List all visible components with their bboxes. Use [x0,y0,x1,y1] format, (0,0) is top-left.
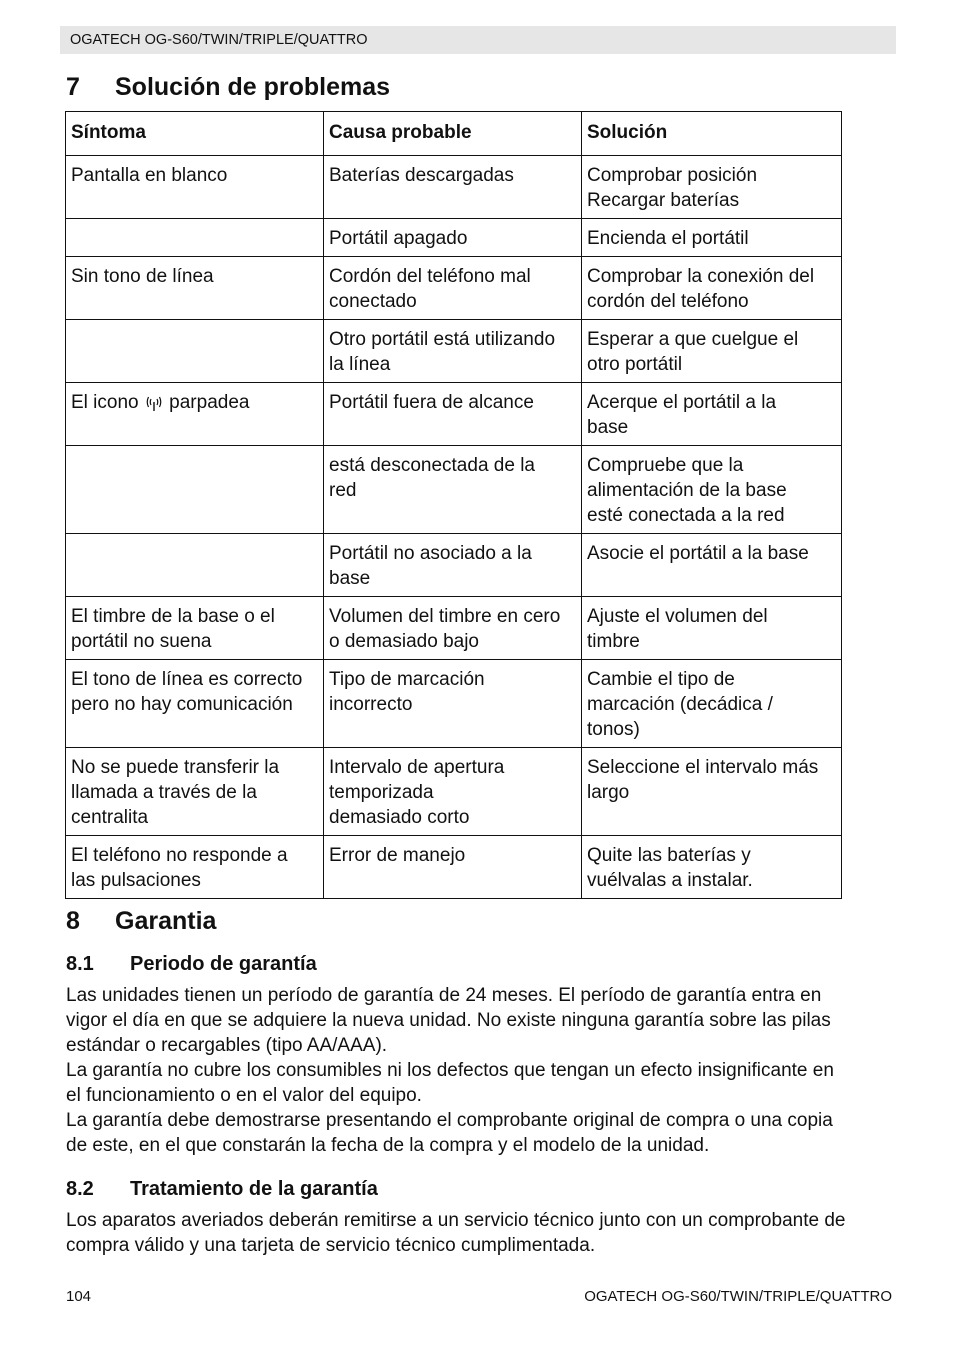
subsection-number: 8.1 [66,953,94,975]
cell-line: esté conectada a la red [587,505,785,526]
cell-causa [324,383,582,446]
table-row [66,446,842,534]
table-row [66,156,842,219]
cell-line: Baterías descargadas [329,165,514,186]
text-line: Las unidades tienen un período de garantía de 24 meses. El período de garantía entra en [66,985,822,1006]
section-8-heading [66,906,216,936]
cell-causa [324,156,582,219]
cell-sintoma [66,660,324,748]
cell-causa [324,257,582,320]
cell-line: marcación (decádica / [587,694,773,715]
cell-line: Comprobar posición [587,165,758,186]
table-row [66,660,842,748]
cell-line: Cambie el tipo de [587,669,735,690]
cell-causa [324,446,582,534]
cell-line: Seleccione el intervalo más [587,757,819,778]
section-title: Garantia [115,907,217,935]
cell-line: o demasiado bajo [329,631,479,652]
cell-line: Esperar a que cuelgue el [587,329,799,350]
section-8-1-heading [66,952,317,976]
cell-line: está desconectada de la [329,455,535,476]
cell-line: Comprobar la conexión del [587,266,815,287]
cell-line: red [329,480,357,501]
text-line: de este, en el que constarán la fecha de la compra y el modelo de la unidad. [66,1135,710,1156]
cell-line: demasiado corto [329,807,470,828]
cell-line: Portátil fuera de alcance [329,392,534,413]
cell-solucion [582,320,842,383]
subsection-title: Tratamiento de la garantía [130,1178,378,1200]
cell-line: la línea [329,354,391,375]
cell-causa [324,534,582,597]
cell-solucion [582,660,842,748]
cell-line: centralita [71,807,149,828]
cell-line: temporizada [329,782,434,803]
section-number: 8 [66,907,80,935]
cell-causa [324,836,582,899]
cell-sintoma [66,534,324,597]
cell-text-before-icon: El icono [71,392,139,413]
column-header-sintoma: Síntoma [66,112,324,156]
cell-line: Intervalo de apertura [329,757,505,778]
cell-solucion [582,748,842,836]
table-row [66,597,842,660]
cell-line: Recargar baterías [587,190,740,211]
cell-line: Compruebe que la [587,455,744,476]
cell-line: Volumen del timbre en cero [329,606,561,627]
cell-line: largo [587,782,630,803]
page-number: 104 [66,1288,92,1305]
cell-sintoma [66,383,324,446]
column-header-causa: Causa probable [324,112,582,156]
cell-sintoma [66,446,324,534]
text-line: compra válido y una tarjeta de servicio técnico cumplimentada. [66,1235,596,1256]
warranty-period-text [66,983,896,1158]
table-row [66,219,842,257]
cell-sintoma [66,156,324,219]
cell-line: El tono de línea es correcto [71,669,303,690]
troubleshooting-table [65,111,842,899]
table-row [66,257,842,320]
cell-line: Error de manejo [329,845,466,866]
warranty-treatment-text [66,1208,896,1258]
cell-causa [324,597,582,660]
cell-line: Acerque el portátil a la [587,392,777,413]
cell-line: Sin tono de línea [71,266,214,287]
cell-line: No se puede transferir la [71,757,280,778]
cell-line: base [587,417,629,438]
cell-causa [324,748,582,836]
cell-line: Otro portátil está utilizando [329,329,556,350]
cell-line: incorrecto [329,694,413,715]
cell-line: llamada a través de la [71,782,257,803]
running-header: OGATECH OG-S60/TWIN/TRIPLE/QUATTRO [60,26,896,54]
table-row [66,383,842,446]
cell-line: Portátil no asociado a la [329,543,532,564]
table-header-row [66,112,842,156]
cell-solucion [582,836,842,899]
cell-line: las pulsaciones [71,870,201,891]
text-line: La garantía debe demostrarse presentando el comprobante original de compra o una copia [66,1110,833,1131]
cell-line: conectado [329,291,417,312]
cell-text-after-icon: parpadea [169,392,250,413]
antenna-signal-icon [144,394,164,412]
text-line: el funcionamiento o en el valor del equipo. [66,1085,422,1106]
cell-line: portátil no suena [71,631,212,652]
cell-solucion [582,219,842,257]
subsection-title: Periodo de garantía [130,953,317,975]
cell-line: El teléfono no responde a [71,845,288,866]
cell-line: Ajuste el volumen del [587,606,768,627]
cell-line: timbre [587,631,640,652]
text-line: Los aparatos averiados deberán remitirse a un servicio técnico junto con un comprobante de [66,1210,846,1231]
cell-sintoma [66,748,324,836]
cell-sintoma [66,257,324,320]
cell-line: Asocie el portátil a la base [587,543,809,564]
cell-sintoma [66,219,324,257]
section-8-2-heading [66,1177,378,1201]
column-header-solucion: Solución [582,112,842,156]
table-row [66,320,842,383]
cell-line [71,390,319,415]
cell-line: base [329,568,371,589]
section-number: 7 [66,73,80,101]
cell-solucion [582,534,842,597]
cell-line: Portátil apagado [329,228,468,249]
cell-solucion [582,597,842,660]
cell-line: Encienda el portátil [587,228,749,249]
table-row [66,836,842,899]
cell-line: vuélvalas a instalar. [587,870,753,891]
cell-solucion [582,257,842,320]
table-row [66,748,842,836]
cell-line: Cordón del teléfono mal [329,266,531,287]
cell-sintoma [66,320,324,383]
cell-line: Tipo de marcación [329,669,485,690]
cell-line: alimentación de la base [587,480,787,501]
subsection-number: 8.2 [66,1178,94,1200]
text-line: La garantía no cubre los consumibles ni los defectos que tengan un efecto insignificante en [66,1060,834,1081]
cell-causa [324,660,582,748]
cell-line: Quite las baterías y [587,845,751,866]
table-row [66,534,842,597]
text-line: estándar o recargables (tipo AA/AAA). [66,1035,388,1056]
cell-sintoma [66,836,324,899]
cell-line: cordón del teléfono [587,291,749,312]
cell-line: pero no hay comunicación [71,694,293,715]
cell-sintoma [66,597,324,660]
cell-solucion [582,446,842,534]
cell-line: Pantalla en blanco [71,165,228,186]
running-footer: OGATECH OG-S60/TWIN/TRIPLE/QUATTRO [584,1288,892,1305]
cell-solucion [582,156,842,219]
cell-line: tonos) [587,719,640,740]
cell-solucion [582,383,842,446]
text-line: vigor el día en que se adquiere la nueva unidad. No existe ninguna garantía sobre las pilas [66,1010,831,1031]
cell-causa [324,219,582,257]
cell-line: El timbre de la base o el [71,606,275,627]
section-title: Solución de problemas [115,73,391,101]
cell-line: otro portátil [587,354,683,375]
cell-causa [324,320,582,383]
section-7-heading [66,72,390,102]
